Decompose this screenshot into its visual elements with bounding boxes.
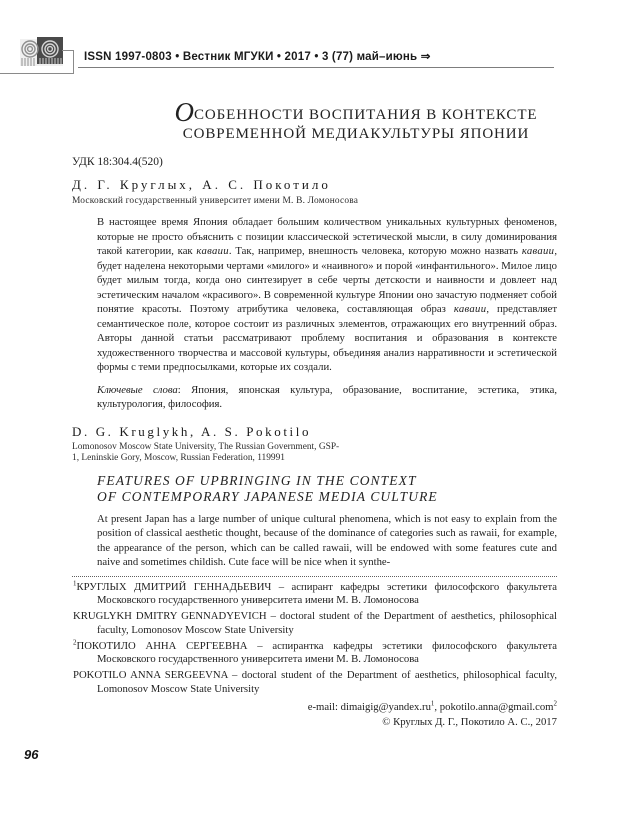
article-title-en bbox=[97, 473, 617, 506]
authors-ru: Д. Г. Круглых, А. С. Покотило bbox=[72, 177, 331, 192]
article-title-line1: ОСОБЕННОСТИ ВОСПИТАНИЯ В КОНТЕКСТЕ bbox=[174, 97, 538, 127]
abstract-ru: В настоящее время Япония обладает большим количеством уникальных культурных феноменов, которые не просто объяснить с позиции классической эстетической мысли, в силу доминирования такой категории, как каваии. Так, например, внешность человека, которую можно назвать каваии, будет наделена некоторыми чертами «милого» и «наивного» и порой «инфантильного». Милое лицо будет милым тогда, когда оно синтезирует в себе черты детскости и наивности и довлеет над эстетическим началом «красивого». В современной культуре Японии оно зачастую подменяет собой понятие красоты. Поэтому атрибутика человека, составляющая образ каваии, представляет семантическое поле, которое состоит из различных элементов, отражающих его внутренний образ. Авторы данной статьи рассматривают проблему воспитания и образования в контексте художественного творчества и массовой культуры, объединяя анализ нарративности и эстетической формы с теми предпосылками, которые их создали. bbox=[97, 216, 557, 373]
footnote-item: $^2$ПОКОТИЛО АННА СЕРГЕЕВНА – аспирантка кафедры эстетики философского факультета Московского государственного университета имени М. В. Ломоносова bbox=[73, 638, 557, 666]
abstract-en: At present Japan has a large number of unique cultural phenomena, which is not easy to explain from the position of classical aesthetic thought, because of the dominance of categories such as rawaii, for example, the appearance of the person, which can be called rawaii, will be endowed with some features cute and naive and sometimes childish. Cute face will be nice when it synthe- bbox=[97, 512, 557, 569]
udc-code: УДК 18:304.4(520) bbox=[72, 156, 163, 168]
article-title-line2: СОВРЕМЕННОЙ МЕДИАКУЛЬТУРЫ ЯПОНИИ bbox=[182, 125, 530, 142]
journal-issn-line: ISSN 1997-0803 • Вестник МГУКИ • 2017 • 3 (77) май–июнь ⇒ bbox=[84, 51, 431, 63]
footnotes bbox=[73, 581, 557, 697]
affiliation-en-line2: 1, Leninskie Gory, Moscow, Russian Federation, 119991 bbox=[72, 453, 285, 464]
footnote-separator bbox=[72, 576, 557, 577]
footnote-item: $^1$КРУГЛЫХ ДМИТРИЙ ГЕННАДЬЕВИЧ – аспирант кафедры эстетики философского факультета Московского государственного университета имени М. В. Ломоносова bbox=[73, 579, 557, 607]
authors-email-line: e-mail: $dimaigig@yandex.ru^1$, pokotilo.anna@gmail.com$^2$ bbox=[307, 699, 557, 714]
affiliation-en bbox=[72, 442, 617, 465]
keywords-label: Ключевые слова bbox=[97, 383, 178, 396]
copyright-line: © Круглых Д. Г., Покотило А. С., 2017 bbox=[382, 715, 557, 728]
article-title-en-line2: OF CONTEMPORARY JAPANESE MEDIA CULTURE bbox=[97, 489, 438, 505]
page-number: 96 bbox=[24, 747, 39, 762]
keywords-ru bbox=[97, 383, 557, 412]
footnote-item: KRUGLYKH DMITRY GENNADYEVICH – doctoral student of the Department of aesthetics, philosophical faculty, Lomonosov Moscow State University bbox=[73, 610, 557, 636]
authors-en: D. G. Kruglykh, A. S. Pokotilo bbox=[72, 423, 312, 439]
title-initial-letter: О bbox=[174, 97, 195, 127]
keywords-list: : Япония, японская культура, образование, воспитание, эстетика, этика, культурология, философия. bbox=[97, 383, 557, 410]
affiliation-ru: Московский государственный университет имени М. В. Ломоносова bbox=[72, 196, 359, 206]
affiliation-en-line1: Lomonosov Moscow State University, The Russian Government, GSP- bbox=[72, 441, 340, 452]
article-title-en-line1: FEATURES OF UPBRINGING IN THE CONTEXT bbox=[97, 472, 417, 488]
article-title-ru bbox=[158, 97, 554, 143]
footnote-item: POKOTILO ANNA SERGEEVNA – doctoral student of the Department of aesthetics, philosophical faculty, Lomonosov Moscow State University bbox=[73, 669, 557, 695]
